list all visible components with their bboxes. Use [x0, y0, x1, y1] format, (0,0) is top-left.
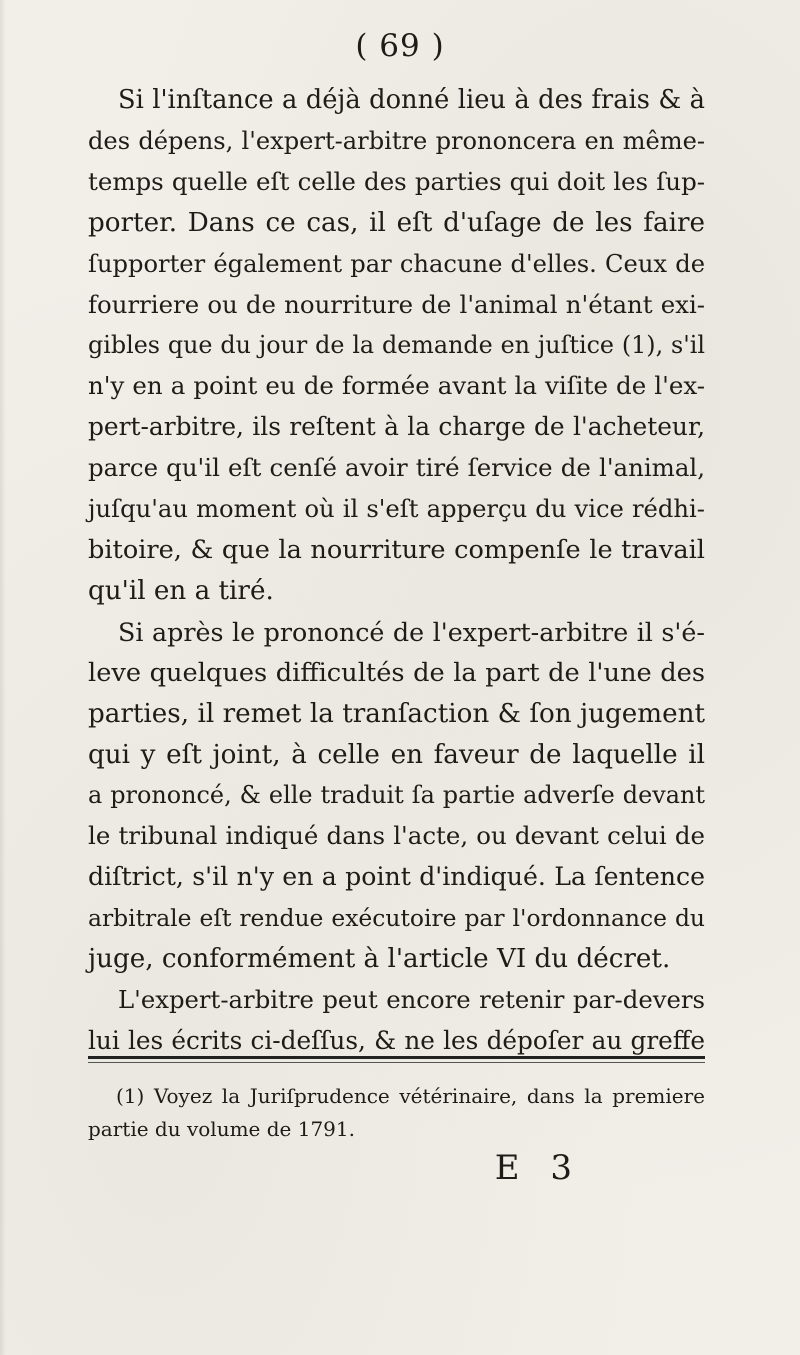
text-line: parce qu'il eſt cenſé avoir tiré ſervice de l'animal, [88, 453, 705, 483]
text-line: leve quelques difficultés de la part de l'une des [88, 657, 705, 688]
text-line: diſtrict, s'il n'y en a point d'indiqué. La ſentence [88, 862, 705, 892]
footnote [88, 1080, 705, 1146]
text-line: pert-arbitre, ils reſtent à la charge de l'acheteur, [88, 412, 705, 442]
text-line: arbitrale eſt rendue exécutoire par l'ordonnance du [88, 904, 705, 933]
text-line: L'expert-arbitre peut encore retenir par-devers [118, 984, 705, 1014]
paragraph-1 [88, 80, 705, 612]
paragraph-3 [88, 980, 705, 1062]
text-line: fourriere ou de nourriture de l'animal n'étant exi- [88, 289, 705, 319]
text-line: des dépens, l'expert-arbitre prononcera en même- [88, 126, 705, 155]
footnote-line: partie du volume de 1791. [88, 1117, 355, 1141]
text-line: Si l'inſtance a déjà donné lieu à des frais & à [118, 85, 705, 115]
text-line: temps quelle eſt celle des parties qui doit les ſup- [88, 166, 705, 196]
footnote-line: (1) Voyez la Juriſprudence vétérinaire, dans la premiere [116, 1084, 705, 1108]
text-line: qu'il en a tiré. [88, 575, 274, 606]
text-line: qui y eſt joint, à celle en faveur de laquelle il [88, 739, 705, 770]
signature-mark: E 3 [494, 1148, 582, 1188]
text-line: lui les écrits ci-deſſus, & ne les dépoſer au greffe [88, 1025, 705, 1055]
text-line: parties, il remet la tranſaction & ſon jugement [88, 698, 705, 729]
text-line: ſupporter également par chacune d'elles. Ceux de [88, 249, 705, 278]
text-line: bitoire, & que la nourriture compenſe le travail [88, 534, 705, 565]
text-line: gibles que du jour de la demande en juſtice (1), s'il [88, 331, 705, 360]
text-line: a prononcé, & elle traduit ſa partie adverſe devant [88, 781, 705, 810]
body-text [88, 80, 705, 1062]
page-number: ( 69 ) [355, 28, 445, 64]
paragraph-2 [88, 612, 705, 980]
text-line: n'y en a point eu de formée avant la viſite de l'ex- [88, 371, 705, 401]
text-line: Si après le prononcé de l'expert-arbitre il s'é- [118, 616, 705, 647]
text-line: juge, conformément à l'article VI du décret. [88, 944, 671, 975]
text-line: le tribunal indiqué dans l'acte, ou devant celui de [88, 821, 705, 851]
footnote-rule [88, 1056, 705, 1059]
text-line: juſqu'au moment où il s'eſt apperçu du vice rédhi- [88, 494, 705, 524]
text-line: porter. Dans ce cas, il eſt d'uſage de les faire [88, 207, 705, 238]
